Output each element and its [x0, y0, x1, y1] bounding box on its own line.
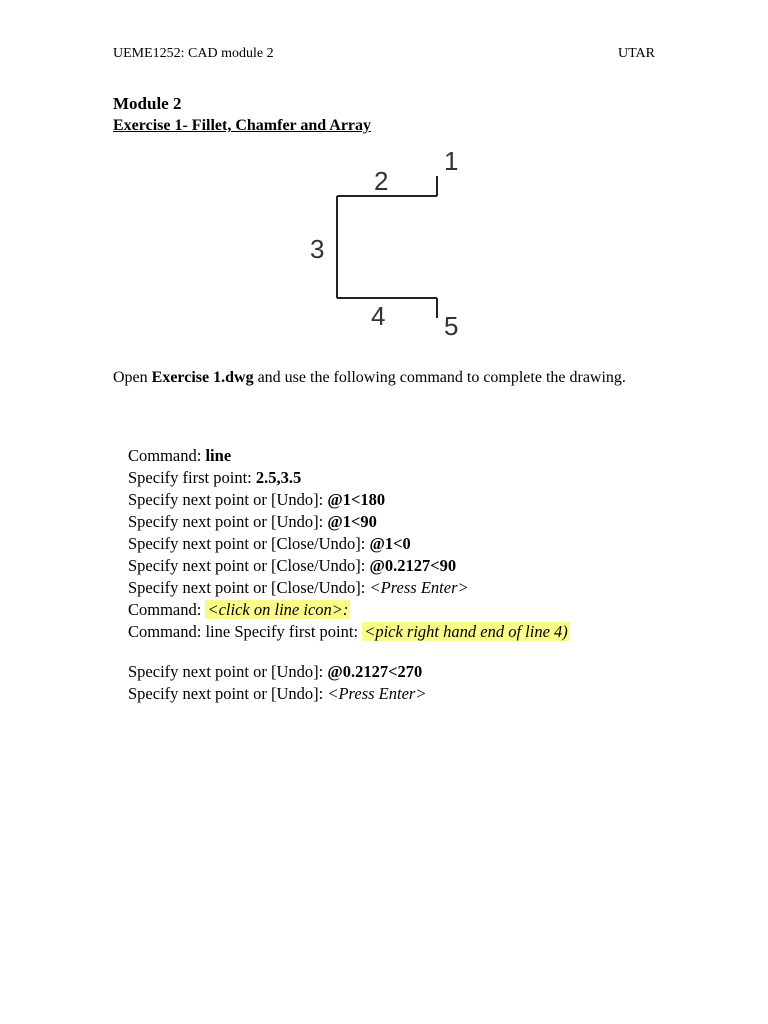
- command-line: [128, 511, 688, 533]
- command-prompt: Specify next point or [Close/Undo]:: [128, 556, 370, 575]
- exercise-subtitle: Exercise 1- Fillet, Chamfer and Array: [113, 117, 372, 134]
- command-line: [128, 489, 688, 511]
- command-line: [128, 467, 688, 489]
- command-prompt: Specify next point or [Close/Undo]:: [128, 578, 370, 597]
- page-title: Module 2: [113, 94, 182, 113]
- command-line: [128, 621, 688, 643]
- command-value-highlighted: <pick right hand end of line 4): [364, 622, 568, 641]
- command-prompt: Specify next point or [Close/Undo]:: [128, 534, 370, 553]
- command-value-highlighted: <click on line icon>:: [207, 600, 349, 619]
- command-line: [128, 599, 688, 621]
- label-2: 2: [374, 166, 389, 196]
- command-prompt: Specify next point or [Undo]:: [128, 662, 328, 681]
- header-institution: UTAR: [618, 46, 655, 61]
- command-sequence: [128, 445, 688, 705]
- command-prompt: Command:: [128, 446, 206, 465]
- command-prompt: Specify next point or [Undo]:: [128, 490, 328, 509]
- command-value: @0.2127<90: [369, 556, 457, 575]
- command-prompt: Specify first point:: [128, 468, 256, 487]
- command-line: [128, 445, 688, 467]
- command-value: 2.5,3.5: [255, 468, 302, 487]
- label-5: 5: [444, 311, 459, 340]
- intro-prefix: Open: [113, 369, 152, 386]
- command-value: line: [205, 446, 232, 465]
- header-course: UEME1252: CAD module 2: [113, 46, 274, 61]
- command-line: [128, 533, 688, 555]
- label-1: 1: [444, 146, 459, 176]
- command-value: @0.2127<270: [327, 662, 423, 681]
- label-3: 3: [310, 234, 325, 264]
- command-value: @1<0: [369, 534, 411, 553]
- spacer: [128, 643, 688, 661]
- command-value: <Press Enter>: [369, 578, 469, 597]
- command-value: <Press Enter>: [327, 684, 427, 703]
- command-line: [128, 661, 688, 683]
- command-prompt: Specify next point or [Undo]:: [128, 512, 328, 531]
- label-4: 4: [371, 301, 386, 331]
- line-diagram: [300, 140, 480, 340]
- command-prompt: Command:: [128, 600, 206, 619]
- command-prompt: Command: line Specify first point:: [128, 622, 363, 641]
- intro-paragraph: [113, 367, 653, 388]
- intro-suffix: and use the following command to complete the drawing.: [253, 369, 626, 386]
- command-line: [128, 555, 688, 577]
- intro-filename: Exercise 1.dwg: [151, 369, 254, 386]
- command-value: @1<90: [327, 512, 377, 531]
- command-line: [128, 683, 688, 705]
- command-value: @1<180: [327, 490, 386, 509]
- command-prompt: Specify next point or [Undo]:: [128, 684, 328, 703]
- command-line: [128, 577, 688, 599]
